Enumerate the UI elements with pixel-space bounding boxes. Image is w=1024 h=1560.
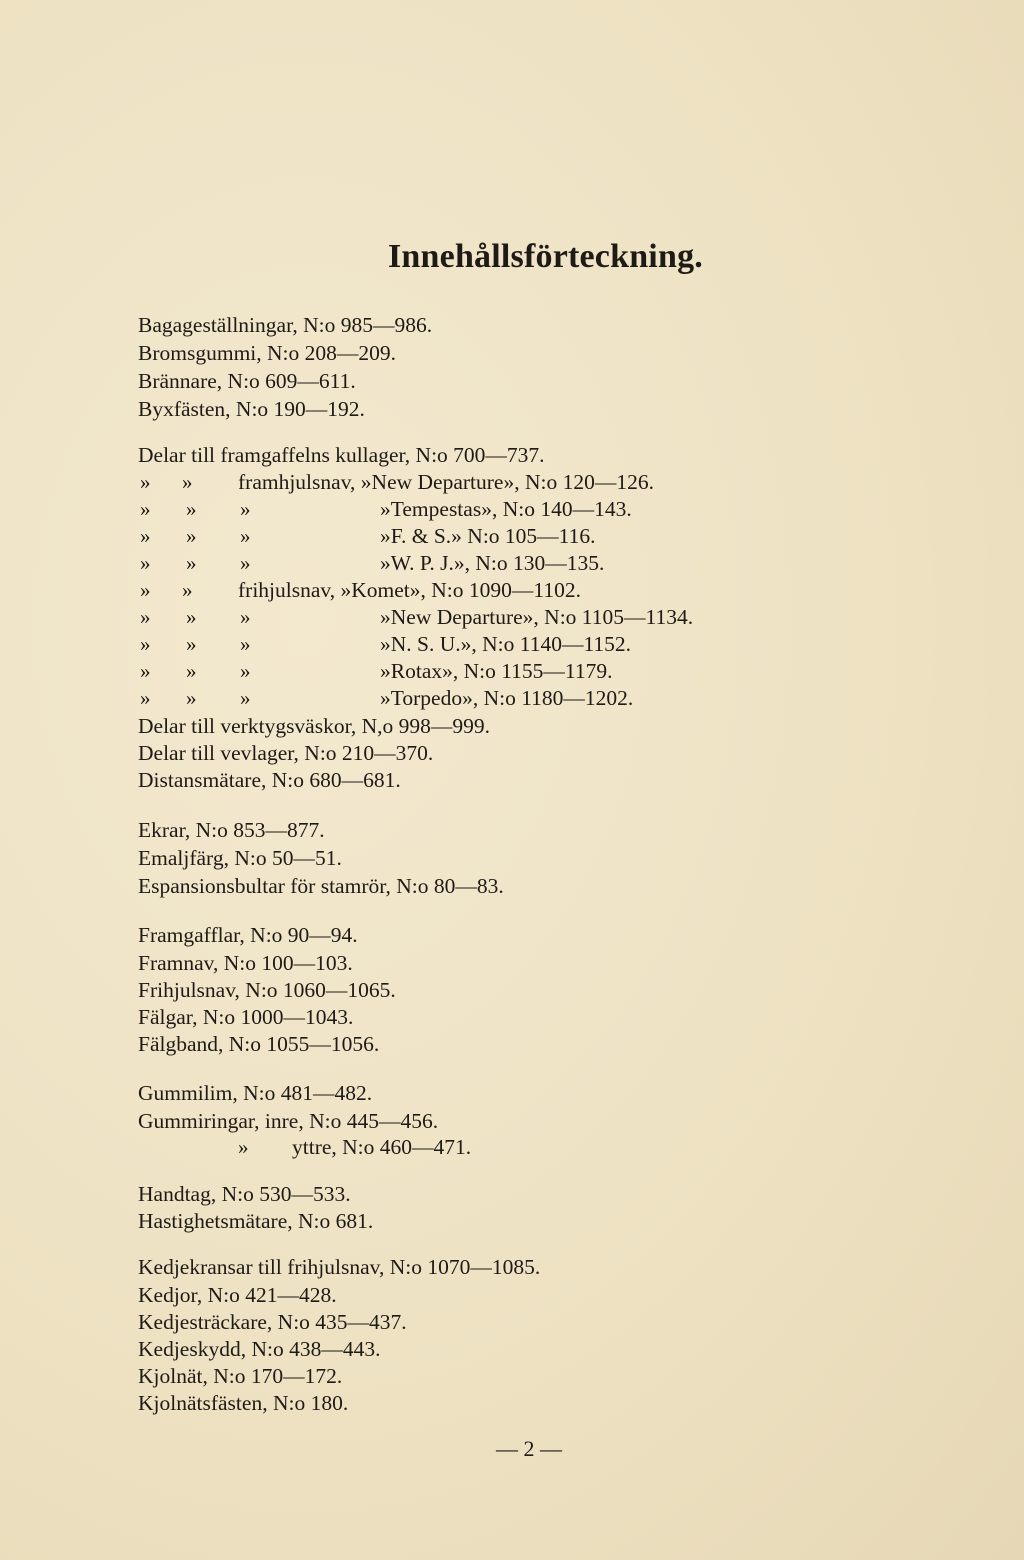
ditto-mark: »: [140, 632, 151, 656]
ditto-mark: »: [140, 497, 151, 521]
ditto-mark: »: [140, 605, 151, 629]
index-entry: Bromsgummi, N:o 208—209.: [138, 341, 397, 365]
ditto-mark: »: [140, 686, 151, 710]
ditto-mark: »: [186, 497, 197, 521]
index-entry: Delar till vevlager, N:o 210—370.: [138, 741, 434, 765]
ditto-mark: »: [240, 497, 251, 521]
index-entry: »W. P. J.», N:o 130—135.: [380, 551, 605, 575]
ditto-mark: »: [140, 551, 151, 575]
index-entry: yttre, N:o 460—471.: [292, 1135, 472, 1159]
index-entry: Fälgar, N:o 1000—1043.: [138, 1005, 354, 1029]
index-entry: »Tempestas», N:o 140—143.: [380, 497, 632, 521]
ditto-mark: »: [240, 524, 251, 548]
index-entry: Distansmätare, N:o 680—681.: [138, 768, 401, 792]
ditto-mark: »: [186, 605, 197, 629]
index-entry: Framgafflar, N:o 90—94.: [138, 923, 358, 947]
index-entry: Gummilim, N:o 481—482.: [138, 1081, 373, 1105]
index-entry: Fälgband, N:o 1055—1056.: [138, 1032, 380, 1056]
index-entry: Framnav, N:o 100—103.: [138, 951, 353, 975]
ditto-mark: »: [240, 632, 251, 656]
ditto-mark: »: [182, 470, 193, 494]
index-entry: Brännare, N:o 609—611.: [138, 369, 356, 393]
ditto-mark: »: [186, 632, 197, 656]
page-title: Innehållsförteckning.: [388, 238, 703, 275]
index-entry: Handtag, N:o 530—533.: [138, 1182, 351, 1206]
ditto-mark: »: [182, 578, 193, 602]
index-entry: Kedjeskydd, N:o 438—443.: [138, 1337, 381, 1361]
index-entry: Espansionsbultar för stamrör, N:o 80—83.: [138, 874, 504, 898]
index-entry: Delar till verktygsväskor, N,o 998—999.: [138, 714, 491, 738]
index-entry: Kedjesträckare, N:o 435—437.: [138, 1310, 407, 1334]
ditto-mark: »: [186, 524, 197, 548]
index-entry: »Torpedo», N:o 1180—1202.: [380, 686, 634, 710]
index-entry: Kedjor, N:o 421—428.: [138, 1283, 337, 1307]
ditto-mark: »: [186, 686, 197, 710]
index-entry: Kedjekransar till frihjulsnav, N:o 1070—1085.: [138, 1255, 541, 1279]
index-entry: Hastighetsmätare, N:o 681.: [138, 1209, 374, 1233]
ditto-mark: »: [140, 659, 151, 683]
ditto-mark: »: [186, 659, 197, 683]
index-entry: »Rotax», N:o 1155—1179.: [380, 659, 613, 683]
index-entry: Byxfästen, N:o 190—192.: [138, 397, 365, 421]
page-number: — 2 —: [496, 1436, 562, 1461]
ditto-mark: »: [140, 524, 151, 548]
ditto-mark: »: [240, 551, 251, 575]
ditto-mark: »: [240, 659, 251, 683]
ditto-mark: »: [140, 470, 151, 494]
index-entry: Bagageställningar, N:o 985—986.: [138, 313, 433, 337]
index-entry: Frihjulsnav, N:o 1060—1065.: [138, 978, 396, 1002]
index-entry: Emaljfärg, N:o 50—51.: [138, 846, 342, 870]
index-entry: Gummiringar, inre, N:o 445—456.: [138, 1109, 439, 1133]
index-entry: »F. & S.» N:o 105—116.: [380, 524, 596, 548]
ditto-mark: »: [240, 686, 251, 710]
index-entry: Kjolnätsfästen, N:o 180.: [138, 1391, 349, 1415]
index-entry: framhjulsnav, »New Departure», N:o 120—126.: [238, 470, 654, 494]
ditto-mark: »: [186, 551, 197, 575]
ditto-mark: »: [240, 605, 251, 629]
ditto-mark: »: [238, 1135, 249, 1159]
index-entry: »New Departure», N:o 1105—1134.: [380, 605, 694, 629]
index-entry: frihjulsnav, »Komet», N:o 1090—1102.: [238, 578, 581, 602]
ditto-mark: »: [140, 578, 151, 602]
index-entry: Kjolnät, N:o 170—172.: [138, 1364, 343, 1388]
index-entry: Delar till framgaffelns kullager, N:o 700—737.: [138, 443, 545, 467]
index-entry: »N. S. U.», N:o 1140—1152.: [380, 632, 632, 656]
index-entry: Ekrar, N:o 853—877.: [138, 818, 325, 842]
